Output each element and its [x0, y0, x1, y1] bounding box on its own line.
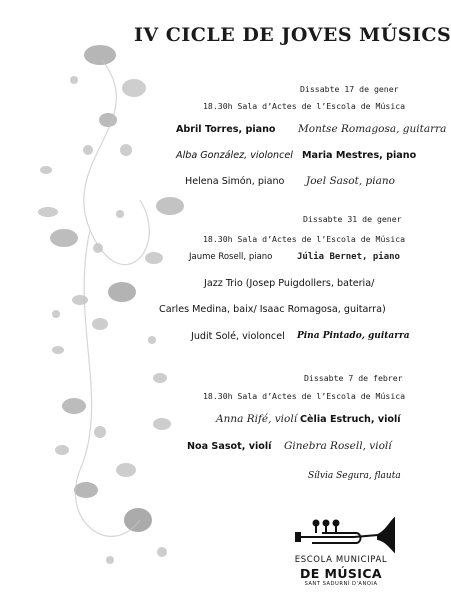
concert-2-performer-5: Judit Solé, violoncel	[191, 331, 285, 342]
concert-3-performer-3: Noa Sasot, violí	[187, 441, 272, 452]
concert-1-performer-1: Abril Torres, piano	[176, 124, 276, 135]
concert-2-performer-3: Jazz Trio (Josep Puigdollers, bateria/	[204, 278, 375, 289]
concert-2-performer-4: Carles Medina, baix/ Isaac Romagosa, guitarra)	[159, 304, 386, 315]
concert-1-date: Dissabte 17 de gener	[300, 84, 399, 94]
logo-line-2: DE MÚSICA	[300, 566, 382, 581]
concert-2-performer-6: Pina Pintado, guitarra	[297, 331, 410, 341]
logo-line-1: ESCOLA MUNICIPAL	[294, 555, 388, 565]
concert-1-performer-5: Helena Simón, piano	[185, 176, 285, 187]
concert-1-performer-3: Alba González, violoncel	[176, 150, 293, 161]
concert-1-performer-4: Maria Mestres, piano	[302, 150, 417, 161]
concert-3-performer-2: Cèlia Estruch, violí	[300, 414, 401, 425]
concert-2-venue: 18.30h Sala d’Actes de l’Escola de Música	[203, 234, 406, 244]
school-logo	[282, 511, 400, 589]
trumpet-icon	[282, 511, 400, 553]
concert-3-performer-1: Anna Rifé, violí	[216, 413, 298, 425]
concert-1-performer-2: Montse Romagosa, guitarra	[298, 123, 447, 135]
page-title: IV CICLE DE JOVES MÚSICS	[134, 24, 451, 46]
concert-3-date: Dissabte 7 de febrer	[304, 373, 403, 383]
concert-1-performer-6: Joel Sasot, piano	[306, 175, 395, 187]
concert-3-performer-5: Sílvia Segura, flauta	[308, 471, 401, 481]
concert-3-venue: 18.30h Sala d’Actes de l’Escola de Música	[203, 391, 406, 401]
concert-1-venue: 18.30h Sala d’Actes de l’Escola de Música	[203, 101, 406, 111]
concert-2-performer-2: Júlia Bernet, piano	[297, 252, 400, 262]
concert-2-date: Dissabte 31 de gener	[303, 214, 402, 224]
logo-line-3: SANT SADURNÍ D'ANOIA	[304, 581, 378, 587]
concert-3-performer-4: Ginebra Rosell, violí	[284, 440, 392, 452]
concert-2-performer-1: Jaume Rosell, piano	[189, 252, 273, 262]
